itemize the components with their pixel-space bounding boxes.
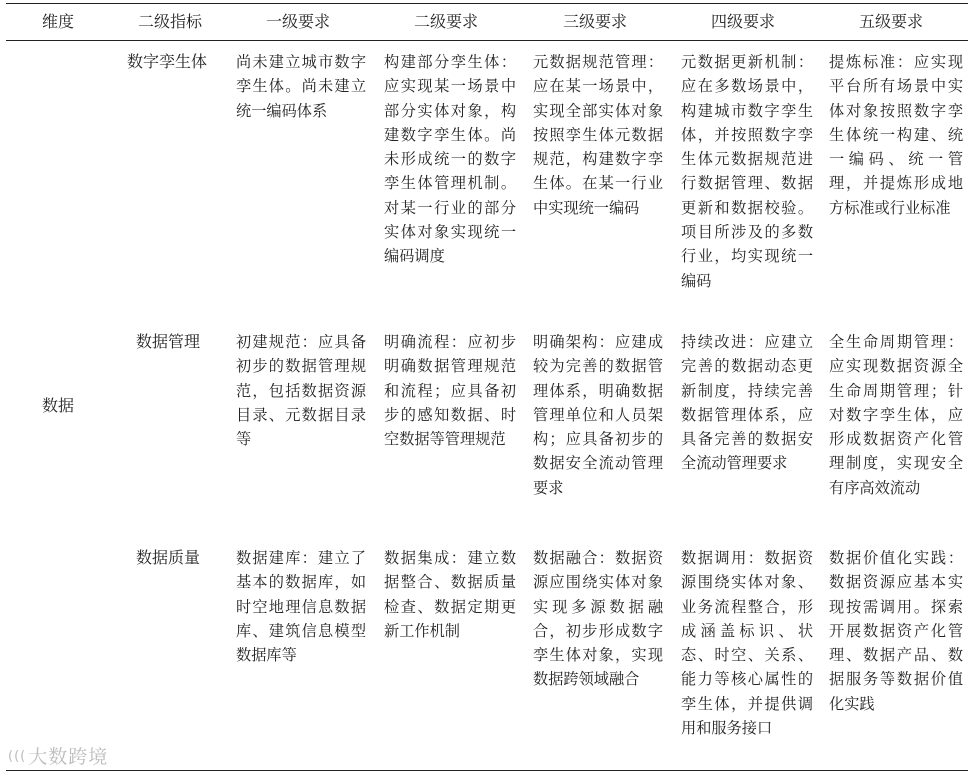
header-level-1: 一级要求: [266, 12, 331, 31]
watermark-text: 大数跨境: [28, 746, 109, 768]
level-4-cell: 数据调用：数据资源围绕实体对象、业务流程整合，形成涵盖标识、状态、时空、关系、能力等核心属性的孪生体，并提供调用和服务接口: [681, 549, 813, 738]
level-4-cell: 元数据更新机制：应在多数场景中，构建城市数字孪生体，并按照数字孪生体元数据规范进行数据管理、数据更新和数据校验。项目所涉及的多数行业，均实现统一编码: [681, 53, 813, 290]
level-1-cell: 数据建库：建立了基本的数据库，如时空地理信息数据库、建筑信息模型数据库等: [236, 549, 366, 665]
header-level-5: 五级要求: [859, 12, 924, 31]
header-level-3: 三级要求: [563, 12, 628, 31]
header-divider-rule: [6, 40, 968, 41]
header-secondary-indicator: 二级指标: [138, 12, 203, 31]
level-3-cell: 元数据规范管理：应在某一场景中，实现全部实体对象按照孪生体元数据规范，构建数字孪生体。在某一行业中实现统一编码: [533, 53, 663, 217]
header-level-2: 二级要求: [414, 12, 479, 31]
level-5-cell: 数据价值化实践：数据资源应基本实现按需调用。探索开展数据资产化管理、数据产品、数据服务等数据价值化实践: [829, 549, 963, 713]
indicator-label: 数字孪生体: [127, 52, 208, 71]
level-4-cell: 持续改进：应建立完善的数据动态更新制度，持续完善数据管理体系，应具备完善的数据安全流动管理要求: [681, 333, 813, 473]
table-bottom-rule: [6, 770, 968, 771]
level-3-cell: 明确架构：应建成较为完善的数据管理体系，明确数据管理单位和人员架构；应具备初步的数据安全流动管理要求: [533, 333, 663, 497]
indicator-label: 数据质量: [136, 548, 201, 567]
level-5-cell: 提炼标准：应实现平台所有场景中实体对象按照数字孪生体统一构建、统一编码、统一管理，并提炼形成地方标准或行业标准: [829, 53, 963, 217]
level-2-cell: 数据集成：建立数据整合、数据质量检查、数据定期更新工作机制: [384, 549, 516, 640]
header-level-4: 四级要求: [711, 12, 776, 31]
indicator-label: 数据管理: [136, 332, 201, 351]
dimension-label: 数据: [42, 396, 75, 415]
level-5-cell: 全生命周期管理：应实现数据资源全生命周期管理；针对数字孪生体，应形成数据资产化管理制度，实现安全有序高效流动: [829, 333, 963, 497]
level-1-cell: 尚未建立城市数字孪生体。尚未建立统一编码体系: [236, 53, 366, 120]
header-dimension: 维度: [42, 12, 75, 31]
level-2-cell: 构建部分孪生体：应实现某一场景中部分实体对象，构建数字孪生体。尚未形成统一的数字孪生体管理机制。对某一行业的部分实体对象实现统一编码调度: [384, 53, 516, 266]
watermark-logo-icon: (((: [8, 749, 27, 764]
level-3-cell: 数据融合：数据资源应围绕实体对象实现多源数据融合，初步形成数字孪生体对象，实现数据跨领域融合: [533, 549, 663, 689]
table-top-rule: [6, 3, 968, 4]
level-1-cell: 初建规范：应具备初步的数据管理规范，包括数据资源目录、元数据目录等: [236, 333, 366, 449]
level-2-cell: 明确流程：应初步明确数据管理规范和流程；应具备初步的感知数据、时空数据等管理规范: [384, 333, 516, 449]
watermark: [8, 746, 108, 768]
